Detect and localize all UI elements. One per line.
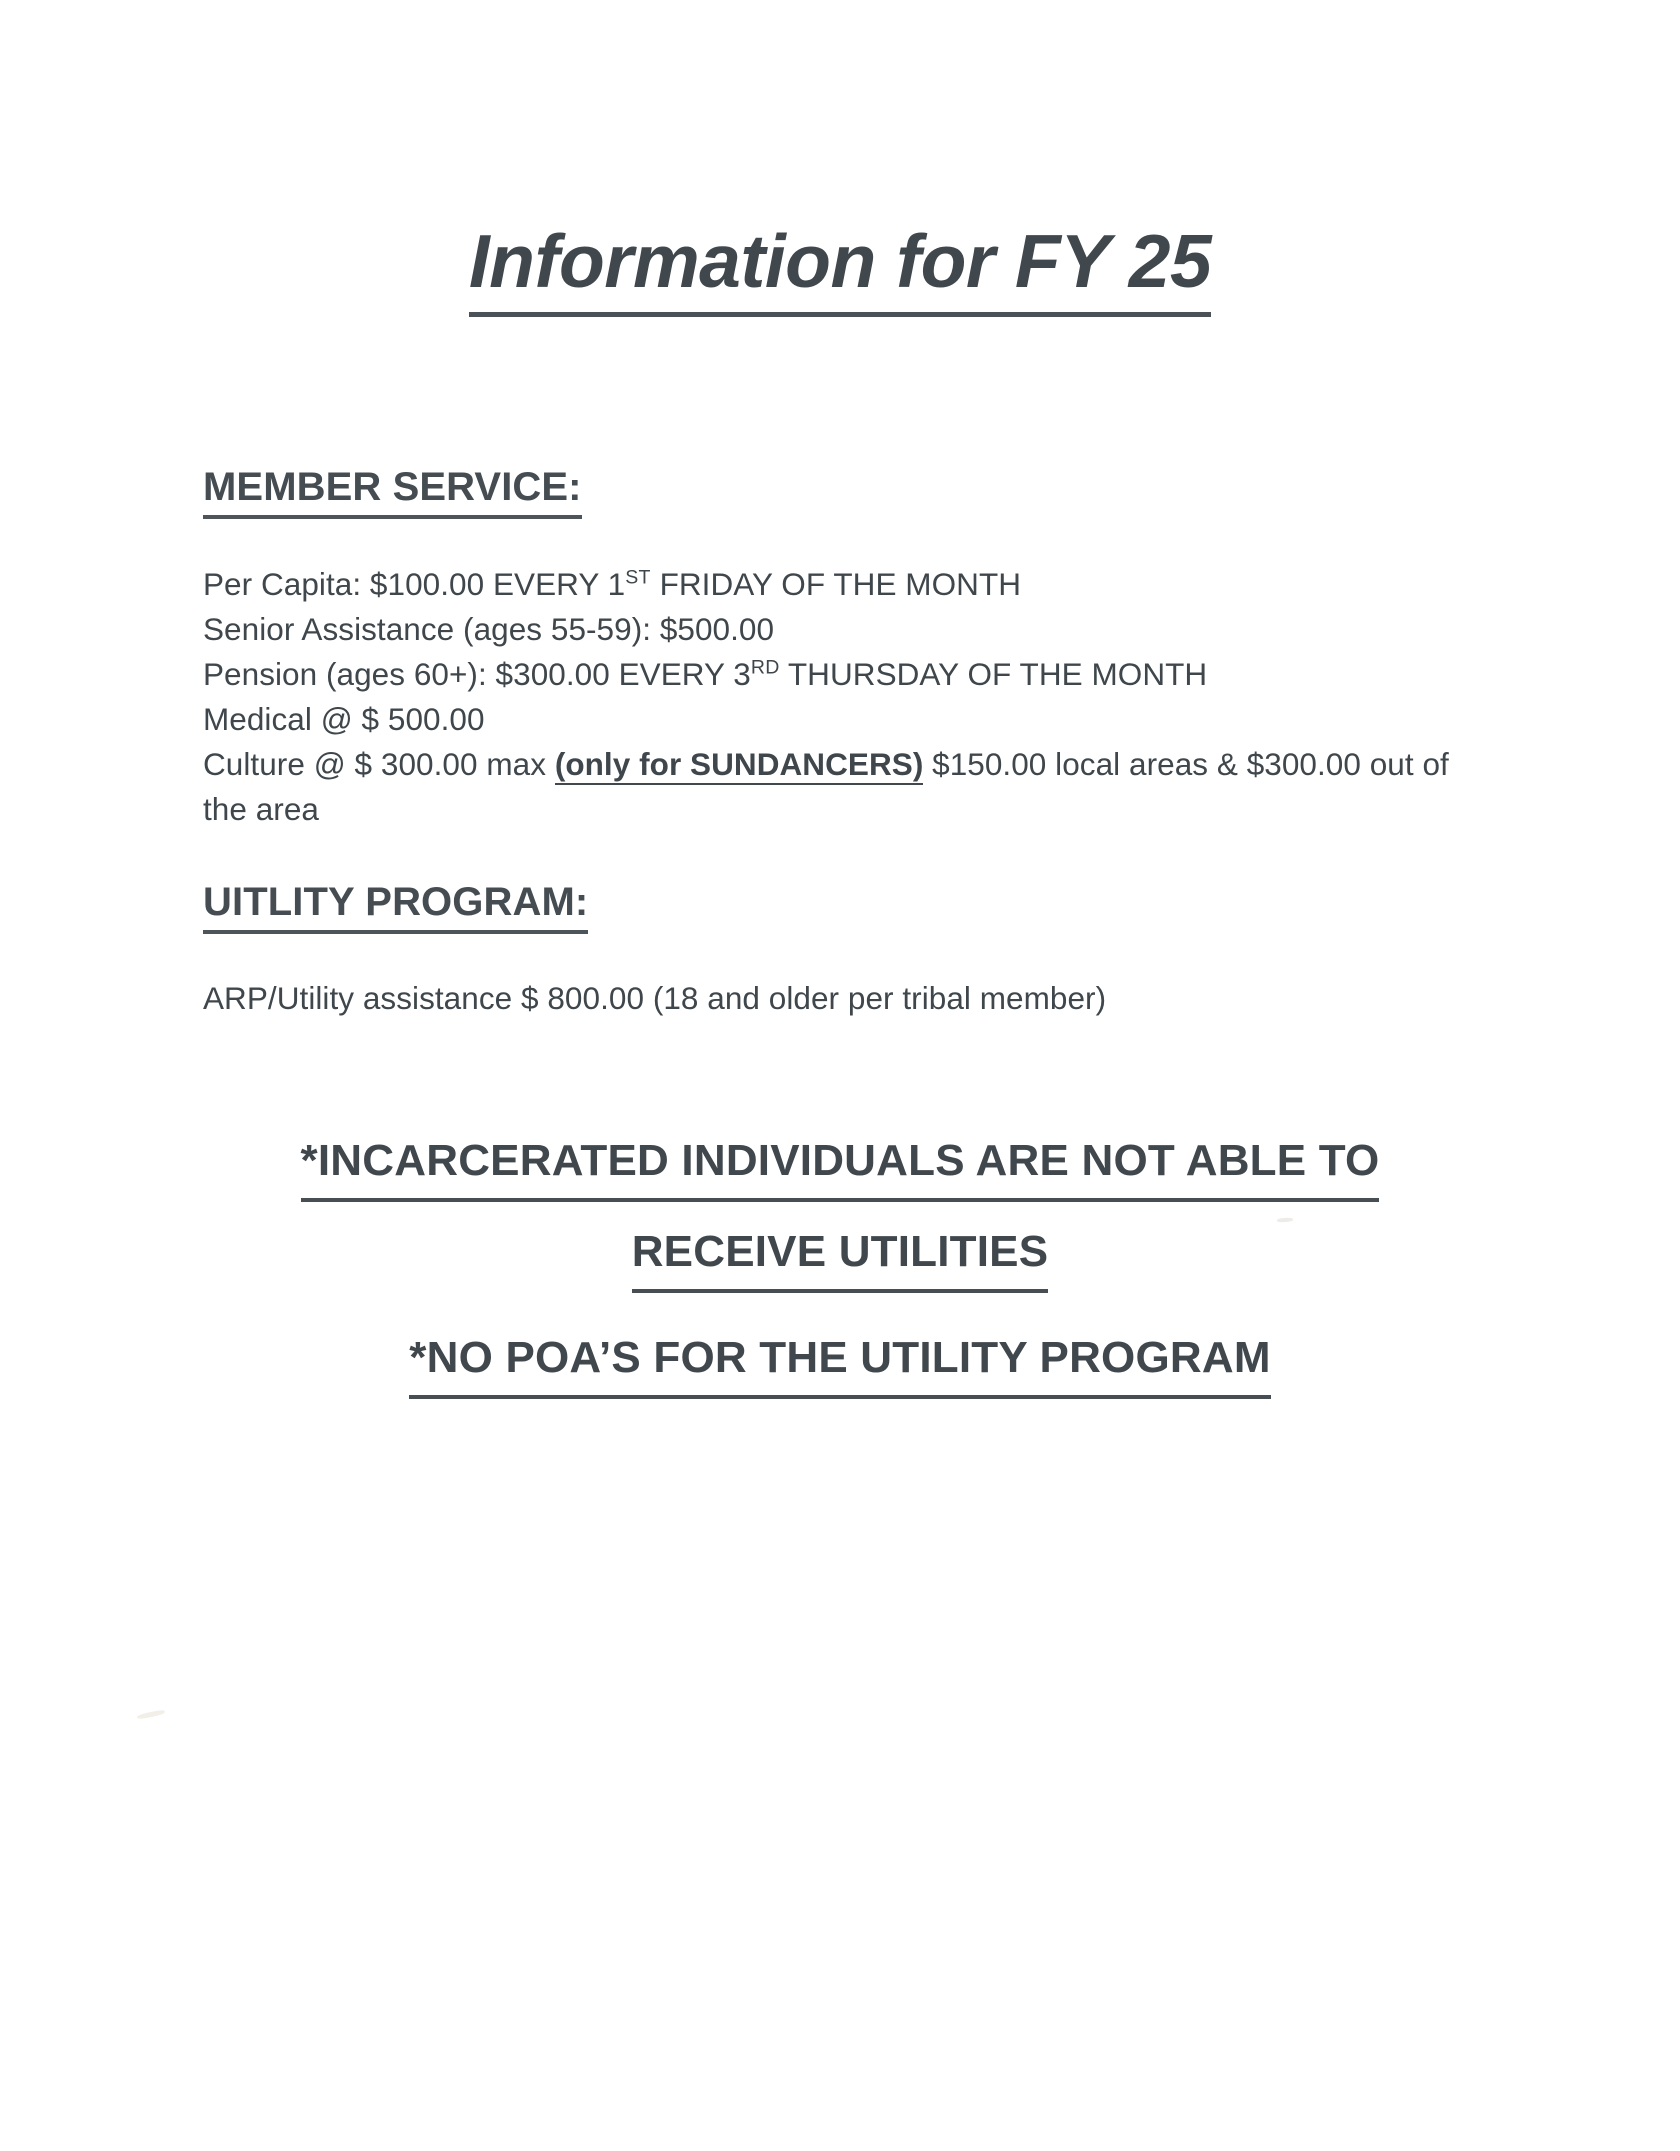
notice-no-poa-text: *NO POA’S FOR THE UTILITY PROGRAM <box>409 1325 1270 1399</box>
page-title <box>0 219 1680 317</box>
member-service-line-per-capita <box>203 562 1453 607</box>
arp-utility-text: ARP/Utility assistance $ 800.00 (18 and older per tribal member) <box>203 980 1107 1016</box>
section-heading-member-service <box>203 465 582 519</box>
culture-prefix: Culture @ $ 300.00 max <box>203 746 555 782</box>
section-heading-utility-program <box>203 880 588 934</box>
culture-suffix: $150.00 local areas & $300.00 out of the area <box>203 746 1458 827</box>
section-heading-utility-program-text: UITLITY PROGRAM: <box>203 880 588 934</box>
utility-program-details <box>203 976 1453 1021</box>
per-capita-prefix: Per Capita: $100.00 EVERY 1 <box>203 566 626 602</box>
pension-prefix: Pension (ages 60+): $300.00 EVERY 3 <box>203 656 751 692</box>
section-heading-member-service-text: MEMBER SERVICE: <box>203 465 582 519</box>
member-service-line-pension <box>203 652 1453 697</box>
culture-sundancers-emphasis: (only for SUNDANCERS) <box>555 746 924 785</box>
utility-program-line-arp <box>203 976 1453 1021</box>
per-capita-suffix: FRIDAY OF THE MONTH <box>650 566 1022 602</box>
notice-no-poa <box>0 1325 1680 1399</box>
pension-ordinal: RD <box>750 656 780 679</box>
member-service-line-medical <box>203 697 1453 742</box>
scan-speckle <box>137 1709 165 1720</box>
notice-incarcerated-line2: RECEIVE UTILITIES <box>632 1219 1049 1293</box>
notice-incarcerated-individuals <box>0 1128 1680 1293</box>
member-service-line-culture <box>203 742 1458 832</box>
medical-text: Medical @ $ 500.00 <box>203 701 485 737</box>
member-service-line-senior-assistance <box>203 607 1453 652</box>
member-service-details <box>203 562 1458 832</box>
senior-assistance-text: Senior Assistance (ages 55-59): $500.00 <box>203 611 775 647</box>
notice-incarcerated-line1: *INCARCERATED INDIVIDUALS ARE NOT ABLE TO <box>301 1128 1380 1202</box>
per-capita-ordinal: ST <box>625 566 651 589</box>
pension-suffix: THURSDAY OF THE MONTH <box>779 656 1208 692</box>
page-title-text: Information for FY 25 <box>469 222 1211 317</box>
